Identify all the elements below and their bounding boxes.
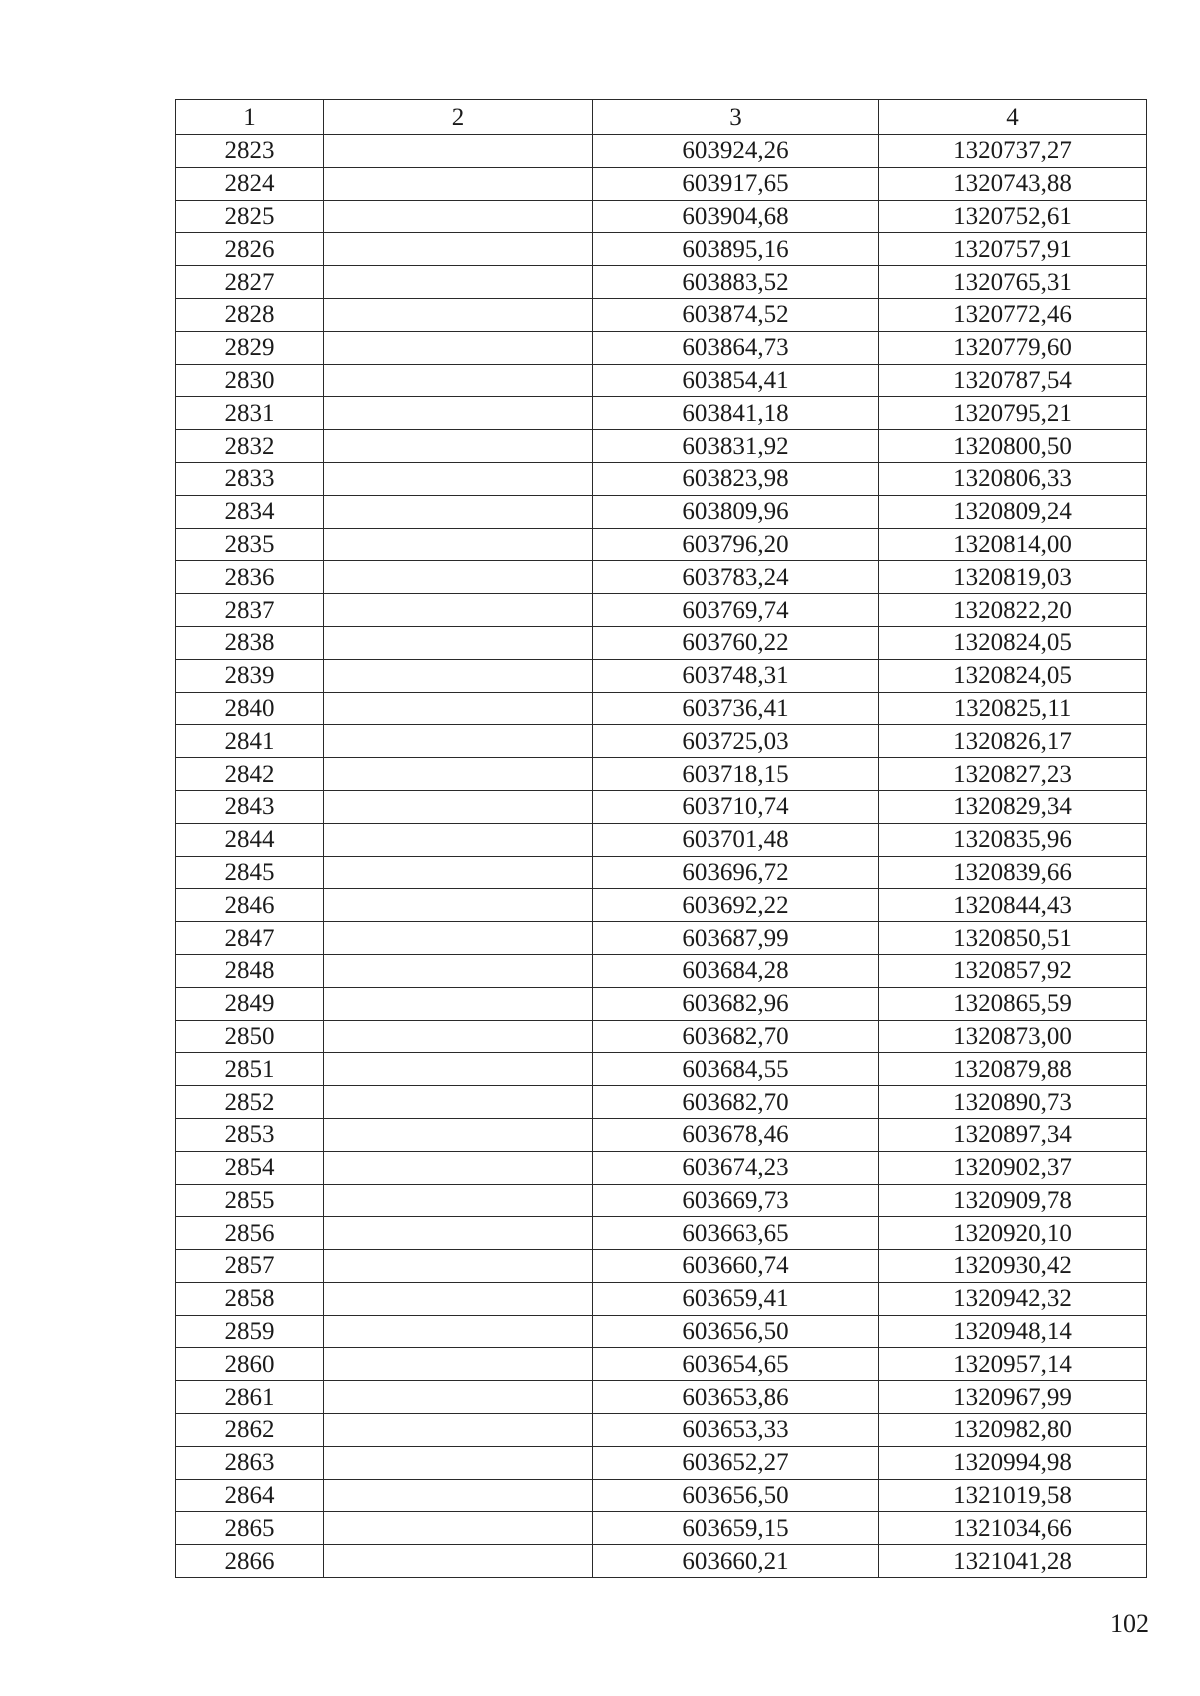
column-2-cell — [324, 167, 593, 200]
y-coordinate-cell: 1320890,73 — [879, 1086, 1147, 1119]
table-row — [176, 1250, 1147, 1283]
point-number-cell: 2850 — [176, 1020, 324, 1053]
column-2-cell — [324, 364, 593, 397]
column-2-cell — [324, 1348, 593, 1381]
point-number-cell: 2845 — [176, 856, 324, 889]
point-number-cell: 2864 — [176, 1479, 324, 1512]
table-row — [176, 1118, 1147, 1151]
column-2-cell — [324, 1086, 593, 1119]
y-coordinate-cell: 1320942,32 — [879, 1282, 1147, 1315]
point-number-cell: 2828 — [176, 298, 324, 331]
column-2-cell — [324, 1217, 593, 1250]
point-number-cell: 2825 — [176, 200, 324, 233]
point-number-cell: 2823 — [176, 135, 324, 168]
column-2-cell — [324, 626, 593, 659]
x-coordinate-cell: 603663,65 — [593, 1217, 879, 1250]
x-coordinate-cell: 603659,41 — [593, 1282, 879, 1315]
point-number-cell: 2830 — [176, 364, 324, 397]
page-number: 102 — [1110, 1609, 1149, 1638]
point-number-cell: 2831 — [176, 397, 324, 430]
x-coordinate-cell: 603682,96 — [593, 987, 879, 1020]
table-row — [176, 987, 1147, 1020]
column-2-cell — [324, 823, 593, 856]
table-row — [176, 823, 1147, 856]
x-coordinate-cell: 603696,72 — [593, 856, 879, 889]
column-2-cell — [324, 954, 593, 987]
x-coordinate-cell: 603748,31 — [593, 659, 879, 692]
table-row — [176, 1414, 1147, 1447]
table-row — [176, 430, 1147, 463]
column-2-cell — [324, 200, 593, 233]
column-2-cell — [324, 462, 593, 495]
x-coordinate-cell: 603659,15 — [593, 1512, 879, 1545]
column-header-1: 1 — [176, 100, 324, 135]
x-coordinate-cell: 603831,92 — [593, 430, 879, 463]
column-2-cell — [324, 135, 593, 168]
point-number-cell: 2848 — [176, 954, 324, 987]
y-coordinate-cell: 1320819,03 — [879, 561, 1147, 594]
point-number-cell: 2853 — [176, 1118, 324, 1151]
point-number-cell: 2860 — [176, 1348, 324, 1381]
header-row — [176, 100, 1147, 135]
x-coordinate-cell: 603895,16 — [593, 233, 879, 266]
table-row — [176, 1151, 1147, 1184]
point-number-cell: 2862 — [176, 1414, 324, 1447]
x-coordinate-cell: 603692,22 — [593, 889, 879, 922]
y-coordinate-cell: 1320829,34 — [879, 790, 1147, 823]
x-coordinate-cell: 603864,73 — [593, 331, 879, 364]
point-number-cell: 2856 — [176, 1217, 324, 1250]
column-2-cell — [324, 1315, 593, 1348]
table-row — [176, 1545, 1147, 1578]
x-coordinate-cell: 603656,50 — [593, 1315, 879, 1348]
column-2-cell — [324, 659, 593, 692]
column-2-cell — [324, 430, 593, 463]
point-number-cell: 2827 — [176, 266, 324, 299]
table-row — [176, 1348, 1147, 1381]
x-coordinate-cell: 603783,24 — [593, 561, 879, 594]
y-coordinate-cell: 1320865,59 — [879, 987, 1147, 1020]
y-coordinate-cell: 1320822,20 — [879, 594, 1147, 627]
x-coordinate-cell: 603682,70 — [593, 1020, 879, 1053]
y-coordinate-cell: 1320967,99 — [879, 1381, 1147, 1414]
table-row — [176, 954, 1147, 987]
point-number-cell: 2835 — [176, 528, 324, 561]
x-coordinate-cell: 603904,68 — [593, 200, 879, 233]
y-coordinate-cell: 1320948,14 — [879, 1315, 1147, 1348]
column-2-cell — [324, 1118, 593, 1151]
column-2-cell — [324, 495, 593, 528]
column-2-cell — [324, 758, 593, 791]
x-coordinate-cell: 603841,18 — [593, 397, 879, 430]
column-2-cell — [324, 233, 593, 266]
point-number-cell: 2832 — [176, 430, 324, 463]
y-coordinate-cell: 1321019,58 — [879, 1479, 1147, 1512]
point-number-cell: 2824 — [176, 167, 324, 200]
point-number-cell: 2844 — [176, 823, 324, 856]
y-coordinate-cell: 1320873,00 — [879, 1020, 1147, 1053]
y-coordinate-cell: 1321034,66 — [879, 1512, 1147, 1545]
table-row — [176, 495, 1147, 528]
coordinates-table — [175, 99, 1147, 1578]
point-number-cell: 2851 — [176, 1053, 324, 1086]
column-2-cell — [324, 1512, 593, 1545]
x-coordinate-cell: 603736,41 — [593, 692, 879, 725]
x-coordinate-cell: 603809,96 — [593, 495, 879, 528]
y-coordinate-cell: 1320982,80 — [879, 1414, 1147, 1447]
y-coordinate-cell: 1320839,66 — [879, 856, 1147, 889]
column-2-cell — [324, 1053, 593, 1086]
x-coordinate-cell: 603854,41 — [593, 364, 879, 397]
column-2-cell — [324, 692, 593, 725]
point-number-cell: 2833 — [176, 462, 324, 495]
point-number-cell: 2838 — [176, 626, 324, 659]
y-coordinate-cell: 1320857,92 — [879, 954, 1147, 987]
column-2-cell — [324, 1151, 593, 1184]
y-coordinate-cell: 1320827,23 — [879, 758, 1147, 791]
point-number-cell: 2846 — [176, 889, 324, 922]
x-coordinate-cell: 603653,86 — [593, 1381, 879, 1414]
x-coordinate-cell: 603823,98 — [593, 462, 879, 495]
column-2-cell — [324, 266, 593, 299]
table-row — [176, 594, 1147, 627]
table-row — [176, 889, 1147, 922]
y-coordinate-cell: 1320844,43 — [879, 889, 1147, 922]
column-2-cell — [324, 1414, 593, 1447]
column-2-cell — [324, 790, 593, 823]
column-2-cell — [324, 725, 593, 758]
table-row — [176, 397, 1147, 430]
table-row — [176, 200, 1147, 233]
column-2-cell — [324, 1020, 593, 1053]
point-number-cell: 2866 — [176, 1545, 324, 1578]
table-row — [176, 1020, 1147, 1053]
table-body — [176, 135, 1147, 1578]
point-number-cell: 2829 — [176, 331, 324, 364]
table-row — [176, 266, 1147, 299]
column-2-cell — [324, 1381, 593, 1414]
point-number-cell: 2855 — [176, 1184, 324, 1217]
table-row — [176, 725, 1147, 758]
column-2-cell — [324, 889, 593, 922]
table-row — [176, 298, 1147, 331]
point-number-cell: 2840 — [176, 692, 324, 725]
point-number-cell: 2842 — [176, 758, 324, 791]
column-2-cell — [324, 1282, 593, 1315]
column-2-cell — [324, 1479, 593, 1512]
y-coordinate-cell: 1320765,31 — [879, 266, 1147, 299]
point-number-cell: 2834 — [176, 495, 324, 528]
table-row — [176, 561, 1147, 594]
x-coordinate-cell: 603682,70 — [593, 1086, 879, 1119]
table-row — [176, 233, 1147, 266]
y-coordinate-cell: 1320930,42 — [879, 1250, 1147, 1283]
column-2-cell — [324, 1184, 593, 1217]
x-coordinate-cell: 603760,22 — [593, 626, 879, 659]
point-number-cell: 2843 — [176, 790, 324, 823]
x-coordinate-cell: 603874,52 — [593, 298, 879, 331]
point-number-cell: 2847 — [176, 922, 324, 955]
column-2-cell — [324, 331, 593, 364]
x-coordinate-cell: 603669,73 — [593, 1184, 879, 1217]
y-coordinate-cell: 1320824,05 — [879, 626, 1147, 659]
x-coordinate-cell: 603660,21 — [593, 1545, 879, 1578]
y-coordinate-cell: 1320825,11 — [879, 692, 1147, 725]
table-row — [176, 167, 1147, 200]
point-number-cell: 2863 — [176, 1446, 324, 1479]
table-row — [176, 659, 1147, 692]
column-2-cell — [324, 528, 593, 561]
x-coordinate-cell: 603924,26 — [593, 135, 879, 168]
y-coordinate-cell: 1320826,17 — [879, 725, 1147, 758]
table-row — [176, 922, 1147, 955]
x-coordinate-cell: 603718,15 — [593, 758, 879, 791]
y-coordinate-cell: 1320757,91 — [879, 233, 1147, 266]
column-header-2: 2 — [324, 100, 593, 135]
table-row — [176, 1184, 1147, 1217]
y-coordinate-cell: 1320879,88 — [879, 1053, 1147, 1086]
point-number-cell: 2839 — [176, 659, 324, 692]
y-coordinate-cell: 1320850,51 — [879, 922, 1147, 955]
column-2-cell — [324, 561, 593, 594]
y-coordinate-cell: 1320994,98 — [879, 1446, 1147, 1479]
point-number-cell: 2836 — [176, 561, 324, 594]
table-row — [176, 462, 1147, 495]
y-coordinate-cell: 1320920,10 — [879, 1217, 1147, 1250]
table-row — [176, 1512, 1147, 1545]
table-row — [176, 135, 1147, 168]
y-coordinate-cell: 1320737,27 — [879, 135, 1147, 168]
y-coordinate-cell: 1320814,00 — [879, 528, 1147, 561]
column-2-cell — [324, 987, 593, 1020]
y-coordinate-cell: 1320824,05 — [879, 659, 1147, 692]
point-number-cell: 2849 — [176, 987, 324, 1020]
x-coordinate-cell: 603678,46 — [593, 1118, 879, 1151]
point-number-cell: 2859 — [176, 1315, 324, 1348]
point-number-cell: 2865 — [176, 1512, 324, 1545]
column-2-cell — [324, 397, 593, 430]
y-coordinate-cell: 1320779,60 — [879, 331, 1147, 364]
x-coordinate-cell: 603654,65 — [593, 1348, 879, 1381]
y-coordinate-cell: 1321041,28 — [879, 1545, 1147, 1578]
column-2-cell — [324, 594, 593, 627]
y-coordinate-cell: 1320902,37 — [879, 1151, 1147, 1184]
table-row — [176, 364, 1147, 397]
x-coordinate-cell: 603684,55 — [593, 1053, 879, 1086]
y-coordinate-cell: 1320743,88 — [879, 167, 1147, 200]
y-coordinate-cell: 1320809,24 — [879, 495, 1147, 528]
point-number-cell: 2858 — [176, 1282, 324, 1315]
y-coordinate-cell: 1320835,96 — [879, 823, 1147, 856]
y-coordinate-cell: 1320909,78 — [879, 1184, 1147, 1217]
column-2-cell — [324, 922, 593, 955]
table-row — [176, 1282, 1147, 1315]
x-coordinate-cell: 603656,50 — [593, 1479, 879, 1512]
table-row — [176, 856, 1147, 889]
point-number-cell: 2857 — [176, 1250, 324, 1283]
column-2-cell — [324, 298, 593, 331]
table-row — [176, 758, 1147, 791]
y-coordinate-cell: 1320752,61 — [879, 200, 1147, 233]
table-row — [176, 1315, 1147, 1348]
x-coordinate-cell: 603653,33 — [593, 1414, 879, 1447]
y-coordinate-cell: 1320800,50 — [879, 430, 1147, 463]
y-coordinate-cell: 1320772,46 — [879, 298, 1147, 331]
point-number-cell: 2837 — [176, 594, 324, 627]
x-coordinate-cell: 603687,99 — [593, 922, 879, 955]
y-coordinate-cell: 1320957,14 — [879, 1348, 1147, 1381]
table-row — [176, 1381, 1147, 1414]
x-coordinate-cell: 603796,20 — [593, 528, 879, 561]
x-coordinate-cell: 603710,74 — [593, 790, 879, 823]
column-header-4: 4 — [879, 100, 1147, 135]
table-row — [176, 1479, 1147, 1512]
column-2-cell — [324, 1446, 593, 1479]
table-row — [176, 790, 1147, 823]
point-number-cell: 2854 — [176, 1151, 324, 1184]
column-2-cell — [324, 1545, 593, 1578]
table-row — [176, 528, 1147, 561]
x-coordinate-cell: 603769,74 — [593, 594, 879, 627]
point-number-cell: 2852 — [176, 1086, 324, 1119]
x-coordinate-cell: 603725,03 — [593, 725, 879, 758]
point-number-cell: 2861 — [176, 1381, 324, 1414]
x-coordinate-cell: 603701,48 — [593, 823, 879, 856]
y-coordinate-cell: 1320897,34 — [879, 1118, 1147, 1151]
column-2-cell — [324, 856, 593, 889]
x-coordinate-cell: 603674,23 — [593, 1151, 879, 1184]
table-row — [176, 1086, 1147, 1119]
y-coordinate-cell: 1320787,54 — [879, 364, 1147, 397]
x-coordinate-cell: 603660,74 — [593, 1250, 879, 1283]
table-row — [176, 692, 1147, 725]
x-coordinate-cell: 603883,52 — [593, 266, 879, 299]
table-row — [176, 1217, 1147, 1250]
y-coordinate-cell: 1320806,33 — [879, 462, 1147, 495]
point-number-cell: 2826 — [176, 233, 324, 266]
table-row — [176, 1446, 1147, 1479]
table-row — [176, 1053, 1147, 1086]
table-row — [176, 331, 1147, 364]
table-row — [176, 626, 1147, 659]
column-header-3: 3 — [593, 100, 879, 135]
x-coordinate-cell: 603652,27 — [593, 1446, 879, 1479]
point-number-cell: 2841 — [176, 725, 324, 758]
column-2-cell — [324, 1250, 593, 1283]
x-coordinate-cell: 603917,65 — [593, 167, 879, 200]
y-coordinate-cell: 1320795,21 — [879, 397, 1147, 430]
x-coordinate-cell: 603684,28 — [593, 954, 879, 987]
